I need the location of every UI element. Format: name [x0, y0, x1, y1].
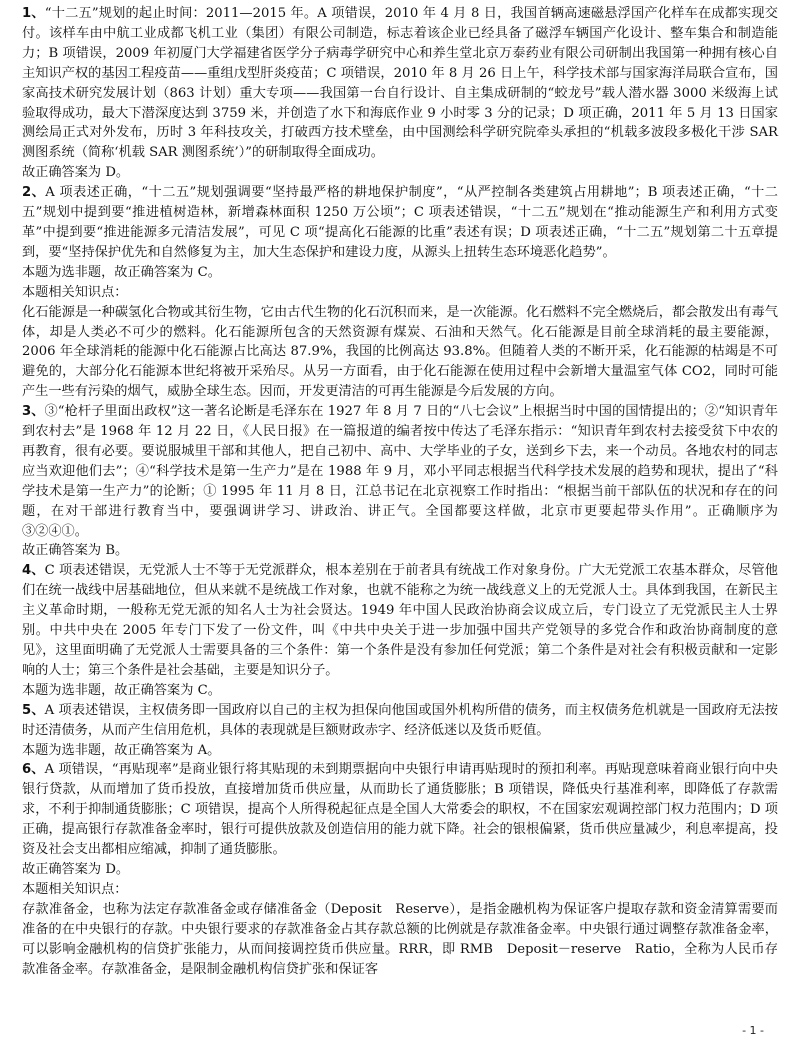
- item-number: 6、: [22, 762, 45, 778]
- item-body: “十二五”规划的起止时间：2011—2015 年。A 项错误，2010 年 4 月 8 日，我国首辆高速磁悬浮国产化样车在成都实现交付。该样车由中航工业成都飞机工业（集团）有限公司制造，标志着该企业已经具备了磁浮车辆国产化设计、整车集合和制造能力；B 项错误，2009 年初厦门大学福建省医学分子病毒学研究中心和养生堂北京万泰药业有限公司研制出我国第一种拥有核心自主知识产权的基因工程疫苗——重组戊型肝炎疫苗；C 项错误，2010 年 8 月 26 日上午，科学技术部与国家海洋局联合宣布，国家高技术研究发展计划（863 计划）重大专项——我国第一台自行设计、自主集成研制的“蛟龙号”载人潜水器 3000 米级海上试验取得成功，最大下潜深度达到 3759 米，并创造了水下和海底作业 9 小时零 3 分的记录；D 项正确，2011 年 5 月 13 日国家测绘局正式对外发布，历时 3 年科技攻关，打破西方技术壁垒，由中国测绘科学研究院牵头承担的“机载多波段多极化干涉 SAR 测图系统（简称‘机载 SAR 测图系统’）”的研制取得全面成功。: [22, 6, 778, 161]
- knowledge-title: 本题相关知识点：: [22, 284, 128, 300]
- item-6: [22, 760, 778, 979]
- knowledge-paragraph: 存款准备金，也称为法定存款准备金或存储准备金（Deposit Reserve），是指金融机构为保证客户提取存款和资金清算需要而准备的在中央银行的存款。中央银行要求的存款准备金占其存款总额的比例就是存款准备金率。中央银行通过调整存款准备金率，可以影响金融机构的信贷扩张能力，从而间接调控货币供应量。RRR，即 RMB Deposit－reserve Ratio，全称为人民币存款准备金率。存款准备金，是限制金融机构信贷扩张和保证客: [22, 901, 778, 977]
- item-1: [22, 4, 778, 183]
- answer-line: 本题为选非题，故正确答案为 C。: [22, 682, 221, 698]
- item-4: [22, 561, 778, 700]
- item-body: A 项错误，“再贴现率”是商业银行将其贴现的未到期票据向中央银行申请再贴现时的预扣利率。再贴现意味着商业银行向中央银行贷款，从而增加了货币投放，直接增加货币供应量，从而助长了通货膨胀；B 项错误，降低央行基准利率，即降低了存款需求，不利于抑制通货膨胀；C 项错误，提高个人所得税起征点是全国人大常委会的职权，不在国家宏观调控部门权力范围内；D 项正确，提高银行存款准备金率时，银行可提供放款及创造信用的能力就下降。社会的银根偏紧，货币供应量减少，利息率提高，投资及社会支出都相应缩减，抑制了通货膨胀。: [22, 762, 778, 858]
- item-number: 3、: [22, 404, 45, 420]
- item-paragraph: [22, 701, 778, 741]
- item-paragraph: [22, 183, 778, 263]
- page-number: - 1 -: [742, 1024, 764, 1037]
- item-2: [22, 183, 778, 402]
- knowledge-title: 本题相关知识点：: [22, 881, 128, 897]
- item-paragraph: [22, 561, 778, 680]
- item-number: 2、: [22, 185, 46, 201]
- answer-line: 故正确答案为 D。: [22, 861, 130, 877]
- item-3: [22, 402, 778, 561]
- item-body: ③“枪杆子里面出政权”这一著名论断是毛泽东在 1927 年 8 月 7 日的“八七会议”上根据当时中国的国情提出的；②“知识青年到农村去”是 1968 年 12 月 22 日，《人民日报》在一篇报道的编者按中传达了毛泽东指示：“知识青年到农村去接受贫下中农的再教育，很有必要。要说服城里干部和其他人，把自己初中、高中、大学毕业的子女，送到乡下去，来一个动员。各地农村的同志应当欢迎他们去”；④“科学技术是第一生产力”是在 1988 年 9 月，邓小平同志根据当代科学技术发展的趋势和现状，提出了“科学技术是第一生产力”的论断；① 1995 年 11 月 8 日，江总书记在北京视察工作时指出：“根据当前干部队伍的状况和存在的问题，在对干部进行教育当中，要强调讲学习、讲政治、讲正气。全国都要这样做，北京市更要起带头作用”。正确顺序为③②④①。: [22, 404, 778, 539]
- item-number: 5、: [22, 702, 45, 718]
- item-paragraph: [22, 402, 778, 541]
- answer-line: 本题为选非题，故正确答案为 C。: [22, 264, 221, 280]
- answer-explanations: [22, 4, 778, 979]
- item-body: A 项表述正确，“十二五”规划强调要“坚持最严格的耕地保护制度”，“从严控制各类建筑占用耕地”；B 项表述正确，“十二五”规划中提到要“推进植树造林，新增森林面积 1250 万公顷”；C 项表述错误，“十二五”规划在“推动能源生产和利用方式变革”中提到要“推进能源多元清洁发展”，可见 C 项“提高化石能源的比重”表述有误；D 项表述正确，“十二五”规划第二十五章提到，要“坚持保护优先和自然修复为主，加大生态保护和建设力度，从源头上扭转生态环境恶化趋势”。: [22, 185, 778, 260]
- item-body: C 项表述错误，无党派人士不等于无党派群众，根本差别在于前者具有统战工作对象身份。广大无党派工农基本群众，尽管他们在统一战线中居基础地位，但从来就不是统战工作对象，也就不能称之为统一战线意义上的无党派人士。具体到我国，在新民主主义革命时期，一般称无党无派的知名人士为社会贤达。1949 年中国人民政治协商会议成立后，专门设立了无党派民主人士界别。中共中央在 2005 年专门下发了一份文件，叫《中共中央关于进一步加强中国共产党领导的多党合作和政治协商制度的意见》，这里面明确了无党派人士需要具备的三个条件：第一个条件是没有参加任何党派；第二个条件是对社会有积极贡献和一定影响的人士；第三个条件是社会基础，主要是知识分子。: [22, 563, 778, 678]
- item-body: A 项表述错误，主权债务即一国政府以自己的主权为担保向他国或国外机构所借的债务，而主权债务危机就是一国政府无法按时还清债务，从而产生信用危机，具体的表现就是巨额财政赤字、经济低迷以及货币贬值。: [22, 702, 778, 738]
- answer-line: 故正确答案为 B。: [22, 543, 129, 559]
- item-paragraph: [22, 4, 778, 163]
- answer-line: 本题为选非题，故正确答案为 A。: [22, 742, 221, 758]
- knowledge-paragraph: 化石能源是一种碳氢化合物或其衍生物，它由古代生物的化石沉积而来，是一次能源。化石燃料不完全燃烧后，都会散发出有毒气体，却是人类必不可少的燃料。化石能源所包含的天然资源有煤炭、石油和天然气。化石能源是目前全球消耗的最主要能源，2006 年全球消耗的能源中化石能源占比高达 87.9%，我国的比例高达 93.8%。但随着人类的不断开采，化石能源的枯竭是不可避免的，大部分化石能源本世纪将被开采殆尽。从另一方面看，由于化石能源在使用过程中会新增大量温室气体 CO2，同时可能产生一些有污染的烟气，威胁全球生态。因而，开发更清洁的可再生能源是今后发展的方向。: [22, 304, 778, 400]
- answer-line: 故正确答案为 D。: [22, 165, 130, 181]
- item-number: 4、: [22, 563, 45, 579]
- item-5: [22, 701, 778, 761]
- item-paragraph: [22, 760, 778, 860]
- item-number: 1、: [22, 6, 45, 21]
